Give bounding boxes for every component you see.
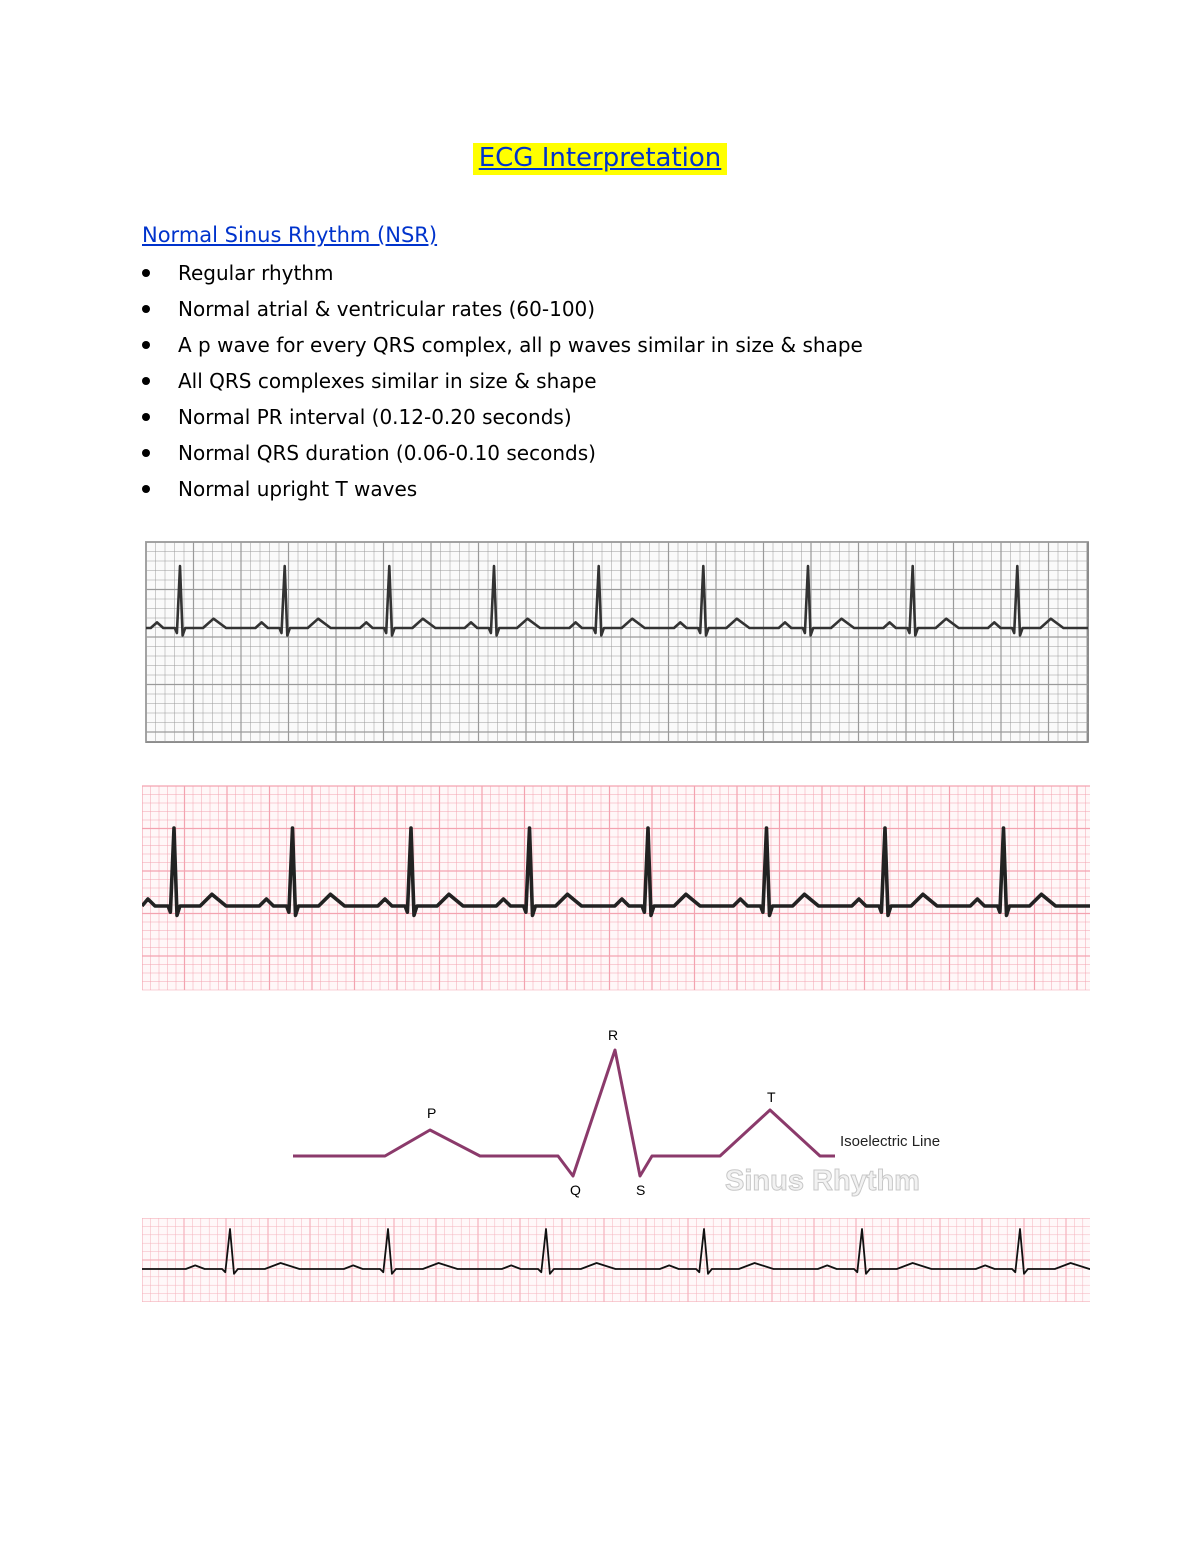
- bullet-icon: [142, 485, 150, 493]
- criteria-item: [142, 294, 863, 330]
- criteria-item: [142, 438, 863, 474]
- isoelectric-line-label: Isoelectric Line: [840, 1133, 941, 1150]
- criteria-list: [142, 258, 863, 510]
- criteria-text: Regular rhythm: [178, 261, 334, 285]
- criteria-text: All QRS complexes similar in size & shape: [178, 369, 597, 393]
- bullet-icon: [142, 269, 150, 277]
- ecg-strip-pink: [142, 778, 1090, 998]
- bullet-icon: [142, 413, 150, 421]
- bullet-icon: [142, 449, 150, 457]
- criteria-text: Normal upright T waves: [178, 477, 418, 501]
- criteria-item: [142, 474, 863, 510]
- strip-border: [146, 542, 1088, 742]
- p-wave-label: P: [427, 1105, 437, 1121]
- pqrst-waveform: [293, 1050, 835, 1176]
- document-title-wrap: [0, 143, 1200, 173]
- bullet-icon: [142, 377, 150, 385]
- ecg-strip-pink-figure: [142, 778, 1090, 998]
- criteria-text: Normal QRS duration (0.06-0.10 seconds): [178, 441, 596, 465]
- sinus-rhythm-watermark: Sinus Rhythm: [725, 1165, 920, 1197]
- pqrst-diagram: [290, 1020, 1070, 1210]
- bullet-icon: [142, 305, 150, 313]
- criteria-item: [142, 258, 863, 294]
- s-wave-label: S: [636, 1182, 646, 1198]
- criteria-item: [142, 330, 863, 366]
- ecg-strip-grey: [142, 540, 1090, 746]
- section-heading: Normal Sinus Rhythm (NSR): [142, 223, 438, 247]
- q-wave-label: Q: [570, 1182, 581, 1198]
- ecg-strip-light-pink-figure: [142, 1218, 1090, 1302]
- criteria-item: [142, 402, 863, 438]
- pqrst-diagram-figure: [290, 1020, 1070, 1210]
- r-wave-label: R: [608, 1027, 619, 1043]
- criteria-text: Normal PR interval (0.12-0.20 seconds): [178, 405, 572, 429]
- criteria-text: Normal atrial & ventricular rates (60-100): [178, 297, 596, 321]
- ecg-strip-light-pink: [142, 1218, 1090, 1302]
- document-title: ECG Interpretation: [473, 143, 728, 175]
- bullet-icon: [142, 341, 150, 349]
- criteria-text: A p wave for every QRS complex, all p waves similar in size & shape: [178, 333, 863, 357]
- t-wave-label: T: [767, 1089, 776, 1105]
- criteria-item: [142, 366, 863, 402]
- ecg-strip-grey-figure: [142, 540, 1090, 746]
